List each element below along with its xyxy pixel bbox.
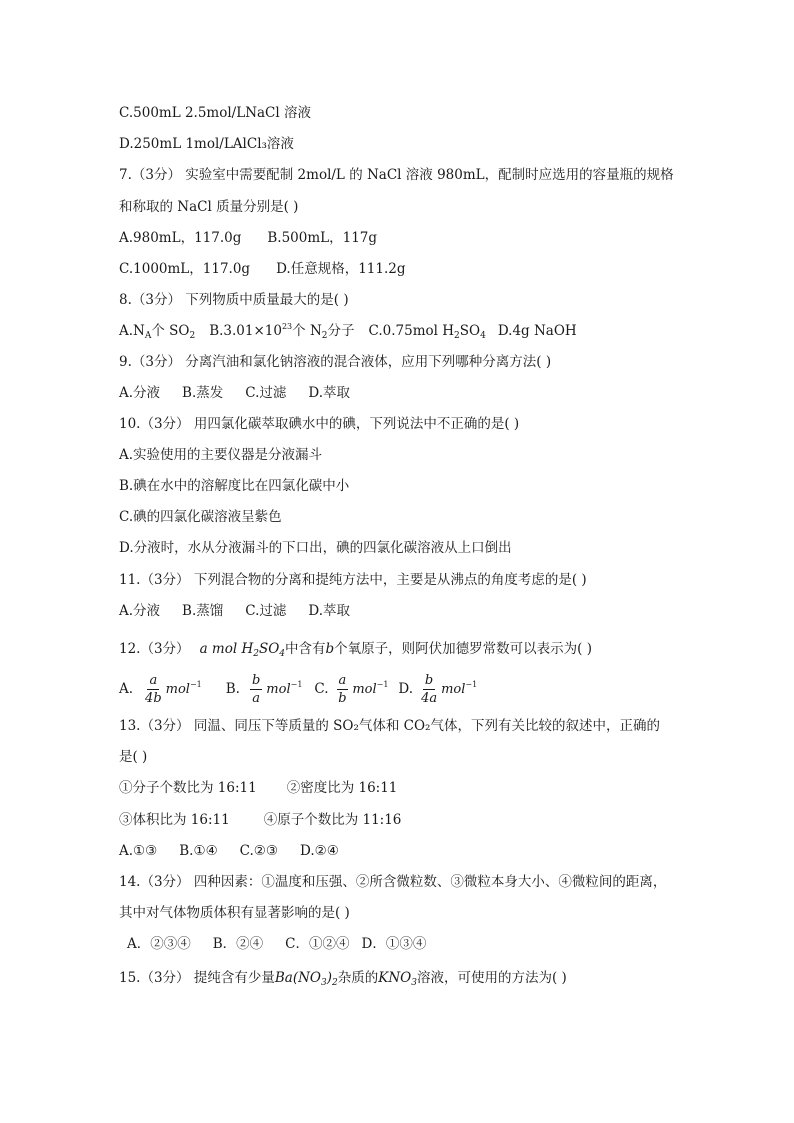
q14-option-a: A．②③④ [127, 936, 191, 952]
q7-options-ab [119, 229, 377, 247]
q10-option-a: A.实验使用的主要仪器是分液漏斗 [119, 447, 323, 463]
q14-options [127, 935, 426, 953]
q12-stem: 12.（3分） a mol $H_2SO_4$中含有b个氧原子，则阿伏加德罗常数可以表示为( ) [119, 641, 592, 659]
q13-option-d: D.②④ [300, 843, 339, 859]
q7-option-d: D.任意规格，111.2g [276, 261, 406, 277]
fraction: $\frac{a}{4b}$ [145, 673, 162, 706]
q7-option-b: B.500mL，117g [267, 230, 378, 246]
q12-options [119, 672, 477, 708]
q13-statement-1: ①分子个数比为 16:11 [119, 780, 257, 796]
q8-option-b: $B.3.01\times 10^{23}$个 $N_2$分子 [209, 322, 355, 341]
q9-option-d: D.萃取 [308, 385, 351, 401]
fraction: $\frac{b}{4a}$ [421, 673, 438, 706]
q7-stem-line2: 和称取的 NaCl 质量分别是( ) [119, 199, 299, 215]
q6-option-c: C.500mL 2.5mol/LNaCl 溶液 [119, 105, 311, 121]
q9-option-c: C.过滤 [245, 385, 287, 401]
q11-option-d: D.萃取 [308, 603, 351, 619]
q12-option-a: A. $\frac{a}{4b}$ mol$^{-1}$ [119, 673, 202, 706]
q11-option-c: C.过滤 [245, 603, 287, 619]
q9-option-a: A.分液 [119, 385, 161, 401]
q12-option-b: B. $\frac{b}{a}$ mol$^{-1}$ [225, 673, 303, 706]
q8-options [119, 322, 577, 340]
q14-option-d: D．①③④ [361, 936, 427, 952]
q8-stem: 8.（3分） 下列物质中质量最大的是( ) [119, 292, 349, 308]
q11-stem: 11.（3分） 下列混合物的分离和提纯方法中，主要是从沸点的角度考虑的是( ) [119, 572, 587, 588]
fraction: $\frac{b}{a}$ [251, 673, 261, 706]
q13-option-c: C.②③ [239, 843, 279, 859]
q9-stem: 9.（3分） 分离汽油和氯化钠溶液的混合液体，应用下列哪种分离方法( ) [119, 354, 552, 370]
q13-option-b: B.①④ [179, 843, 218, 859]
q11-option-a: A.分液 [119, 603, 161, 619]
q7-options-cd [119, 260, 406, 278]
q13-stem-line1: 13.（3分） 同温、同压下等质量的 SO₂气体和 CO₂气体，下列有关比较的叙述中，正确的 [119, 718, 660, 734]
q10-option-b: B.碘在水中的溶解度比在四氯化碳中小 [119, 478, 350, 494]
q14-stem-line2: 其中对气体物质体积有显著影响的是( ) [119, 905, 350, 921]
q15-formula-kno3: $KNO_3$ [378, 970, 417, 988]
fraction: $\frac{a}{b}$ [338, 673, 347, 706]
q10-option-d: D.分液时，水从分液漏斗的下口出，碘的四氯化碳溶液从上口倒出 [119, 540, 512, 556]
q13-options [119, 842, 339, 860]
q12-option-c: C. $\frac{a}{b}$ mol$^{-1}$ [314, 673, 389, 706]
q7-stem-line1: 7.（3分） 实验室中需要配制 2mol/L 的 NaCl 溶液 980mL，配制时应选用的容量瓶的规格 [119, 167, 674, 183]
q14-stem-line1: 14.（3分） 四种因素：①温度和压强、②所含微粒数、③微粒本身大小、④微粒间的距离， [119, 874, 667, 890]
q13-stem-line2: 是( ) [119, 749, 148, 765]
q13-option-a: A.①③ [119, 843, 158, 859]
q15-stem: 15.（3分） 提纯含有少量$Ba(NO_3)_2$杂质的$KNO_3$溶液，可使用的方法为( ) [119, 970, 567, 988]
q13-statements-34 [119, 811, 401, 829]
q8-option-a: $A.N_A$个 $SO_2$ [119, 323, 196, 341]
q9-options [119, 384, 350, 402]
q13-statements-12 [119, 779, 397, 797]
q10-option-c: C.碘的四氯化碳溶液呈紫色 [119, 509, 282, 525]
q6-option-d: D.250mL 1mol/LAlCl₃溶液 [119, 136, 294, 152]
q14-option-c: C．①②④ [285, 936, 350, 952]
q8-option-c: C.0.75mol $H_2SO_4$ [368, 323, 486, 341]
q11-option-b: B.蒸馏 [182, 603, 224, 619]
q15-formula-ba: $Ba(NO_3)_2$ [274, 970, 338, 988]
q10-stem: 10.（3分） 用四氯化碳萃取碘水中的碘，下列说法中不正确的是( ) [119, 416, 520, 432]
q8-option-d: D.4g NaOH [497, 323, 577, 339]
q7-option-c: C.1000mL，117.0g [119, 261, 251, 277]
q9-option-b: B.蒸发 [182, 385, 224, 401]
q13-statement-4: ④原子个数比为 11:16 [263, 812, 402, 828]
q7-option-a: A.980mL，117.0g [119, 230, 242, 246]
q14-option-b: B．②④ [212, 936, 264, 952]
q12-formula: a mol $H_2SO_4$ [199, 641, 286, 659]
q11-options [119, 602, 350, 620]
q12-option-d: D. $\frac{b}{4a}$ mol$^{-1}$ [398, 673, 478, 706]
q13-statement-2: ②密度比为 16:11 [286, 780, 398, 796]
q13-statement-3: ③体积比为 16:11 [119, 812, 230, 828]
